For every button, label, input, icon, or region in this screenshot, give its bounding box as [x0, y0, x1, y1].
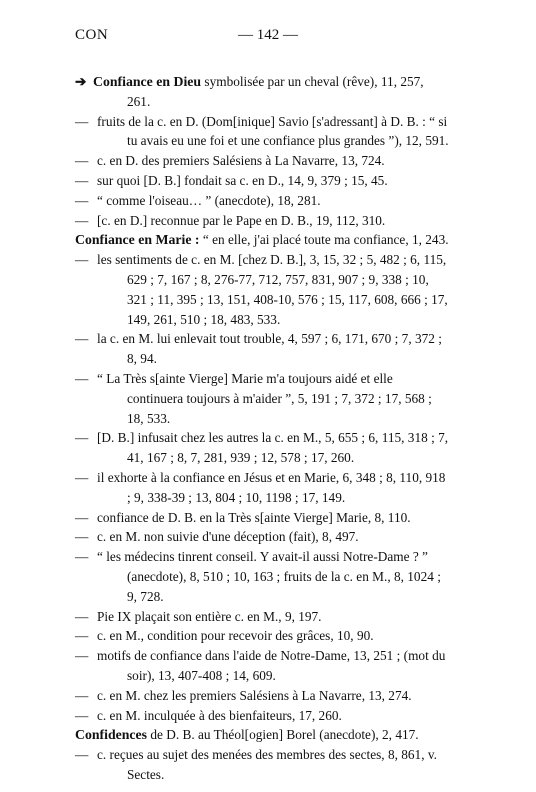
dash-icon: —	[75, 509, 89, 525]
index-entry-heading: ➔ Confiance en Dieu symbolisée par un cheval (rêve), 11, 257, 261.	[75, 74, 424, 109]
index-entry	[75, 547, 449, 606]
running-head: CON	[75, 27, 109, 43]
entry-text: c. en M. chez les premiers Salésiens à La Navarre, 13, 274.	[97, 687, 412, 703]
entry-text: “ en elle, j'ai placé toute ma confiance, 1, 243.	[199, 232, 449, 248]
arrow-icon: ➔	[75, 74, 87, 89]
dash-icon: —	[75, 370, 89, 386]
dash-icon: —	[75, 608, 89, 624]
index-entry	[75, 706, 449, 726]
entry-text: sur quoi [D. B.] fondait sa c. en D., 14, 9, 379 ; 15, 45.	[97, 172, 388, 188]
index-entry	[75, 369, 449, 428]
entry-text: c. en D. des premiers Salésiens à La Navarre, 13, 724.	[97, 153, 385, 169]
index-entry	[75, 527, 449, 547]
index-entry	[75, 151, 449, 171]
index-entry	[75, 745, 449, 785]
dash-icon: —	[75, 469, 89, 485]
dash-icon: —	[75, 331, 89, 347]
dash-icon: —	[75, 192, 89, 208]
entry-text: fruits de la c. en D. (Dom[inique] Savio [s'adressant] à D. B. : “ si tu avais eu une foi et une confiance plus grandes ”), 12, 591.	[97, 113, 449, 149]
index-entry	[75, 112, 449, 152]
entry-text: c. en M. non suivie d'une déception (fait), 8, 497.	[97, 529, 359, 545]
entry-text: de D. B. au Théol[ogien] Borel (anecdote), 2, 417.	[147, 727, 419, 743]
index-entry	[75, 508, 449, 528]
dash-icon: —	[75, 113, 89, 129]
index-entry	[75, 191, 449, 211]
entry-text: “ comme l'oiseau… ” (anecdote), 18, 281.	[97, 192, 321, 208]
dash-icon: —	[75, 747, 89, 763]
index-entry	[75, 211, 449, 231]
index-entry	[75, 171, 449, 191]
index-entry	[75, 250, 449, 329]
entry-text: motifs de confiance dans l'aide de Notre-Dame, 13, 251 ; (mot du soir), 13, 407-408 ; 14, 609.	[97, 648, 446, 683]
entry-text: “ La Très s[ainte Vierge] Marie m'a toujours aidé et elle continuera toujours à m'aider ”, 5, 191 ; 7, 372 ; 17, 568 ; 18, 533.	[97, 370, 432, 426]
dash-icon: —	[75, 648, 89, 664]
index-entry	[75, 607, 449, 627]
dash-icon: —	[75, 707, 89, 723]
index-entry	[75, 646, 449, 686]
entry-text: c. en M., condition pour recevoir des grâces, 10, 90.	[97, 628, 374, 644]
index-entry	[75, 329, 449, 369]
dash-icon: —	[75, 172, 89, 188]
index-entry	[75, 686, 449, 706]
entry-text: il exhorte à la confiance en Jésus et en Marie, 6, 348 ; 8, 110, 918 ; 9, 338-39 ; 13, 804 ; 10, 1198 ; 17, 149.	[97, 469, 446, 505]
dash-icon: —	[75, 153, 89, 169]
dash-icon: —	[75, 430, 89, 446]
entry-text: symbolisée par un cheval (rêve), 11, 257, 261.	[127, 74, 424, 109]
index-entries	[75, 72, 449, 785]
index-entry	[75, 626, 449, 646]
page-number: — 142 —	[238, 27, 298, 43]
entry-text: c. en M. inculquée à des bienfaiteurs, 17, 260.	[97, 707, 342, 723]
index-entry	[75, 428, 449, 468]
entry-text: c. reçues au sujet des menées des membres des sectes, 8, 861, v. Sectes.	[97, 747, 437, 782]
entry-text: les sentiments de c. en M. [chez D. B.], 3, 15, 32 ; 5, 482 ; 6, 115, 629 ; 7, 167 ; 8, 276-77, 712, 757, 831, 907 ; 9, 338 ; 10, 321 ; 11, 395 ; 13, 151, 408-10, 576 ; 15, 117, 608, 666 ; 17, 149, 261, 510 ; 18, 483, 533.	[97, 252, 448, 327]
dash-icon: —	[75, 212, 89, 228]
entry-text: [c. en D.] reconnue par le Pape en D. B., 19, 112, 310.	[97, 212, 386, 228]
entry-text: confiance de D. B. en la Très s[ainte Vierge] Marie, 8, 110.	[97, 509, 411, 525]
dash-icon: —	[75, 252, 89, 268]
entry-text: “ les médecins tinrent conseil. Y avait-il aussi Notre-Dame ? ” (anecdote), 8, 510 ; 10, 163 ; fruits de la c. en M., 8, 1024 ; 9, 728.	[97, 549, 441, 604]
entry-text: [D. B.] infusait chez les autres la c. en M., 5, 655 ; 6, 115, 318 ; 7, 41, 167 ; 8, 7, 281, 939 ; 12, 578 ; 17, 260.	[97, 430, 449, 466]
index-entry	[75, 468, 449, 508]
index-entry-heading: Confidences de D. B. au Théol[ogien] Borel (anecdote), 2, 417.	[75, 727, 419, 743]
dash-icon: —	[75, 529, 89, 545]
entry-text: la c. en M. lui enlevait tout trouble, 4, 597 ; 6, 171, 670 ; 7, 372 ; 8, 94.	[97, 331, 442, 367]
dash-icon: —	[75, 687, 89, 703]
index-entry-heading: Confiance en Marie : “ en elle, j'ai placé toute ma confiance, 1, 243.	[75, 232, 449, 248]
dash-icon: —	[75, 628, 89, 644]
dash-icon: —	[75, 549, 89, 565]
entry-text: Pie IX plaçait son entière c. en M., 9, 197.	[97, 608, 322, 624]
